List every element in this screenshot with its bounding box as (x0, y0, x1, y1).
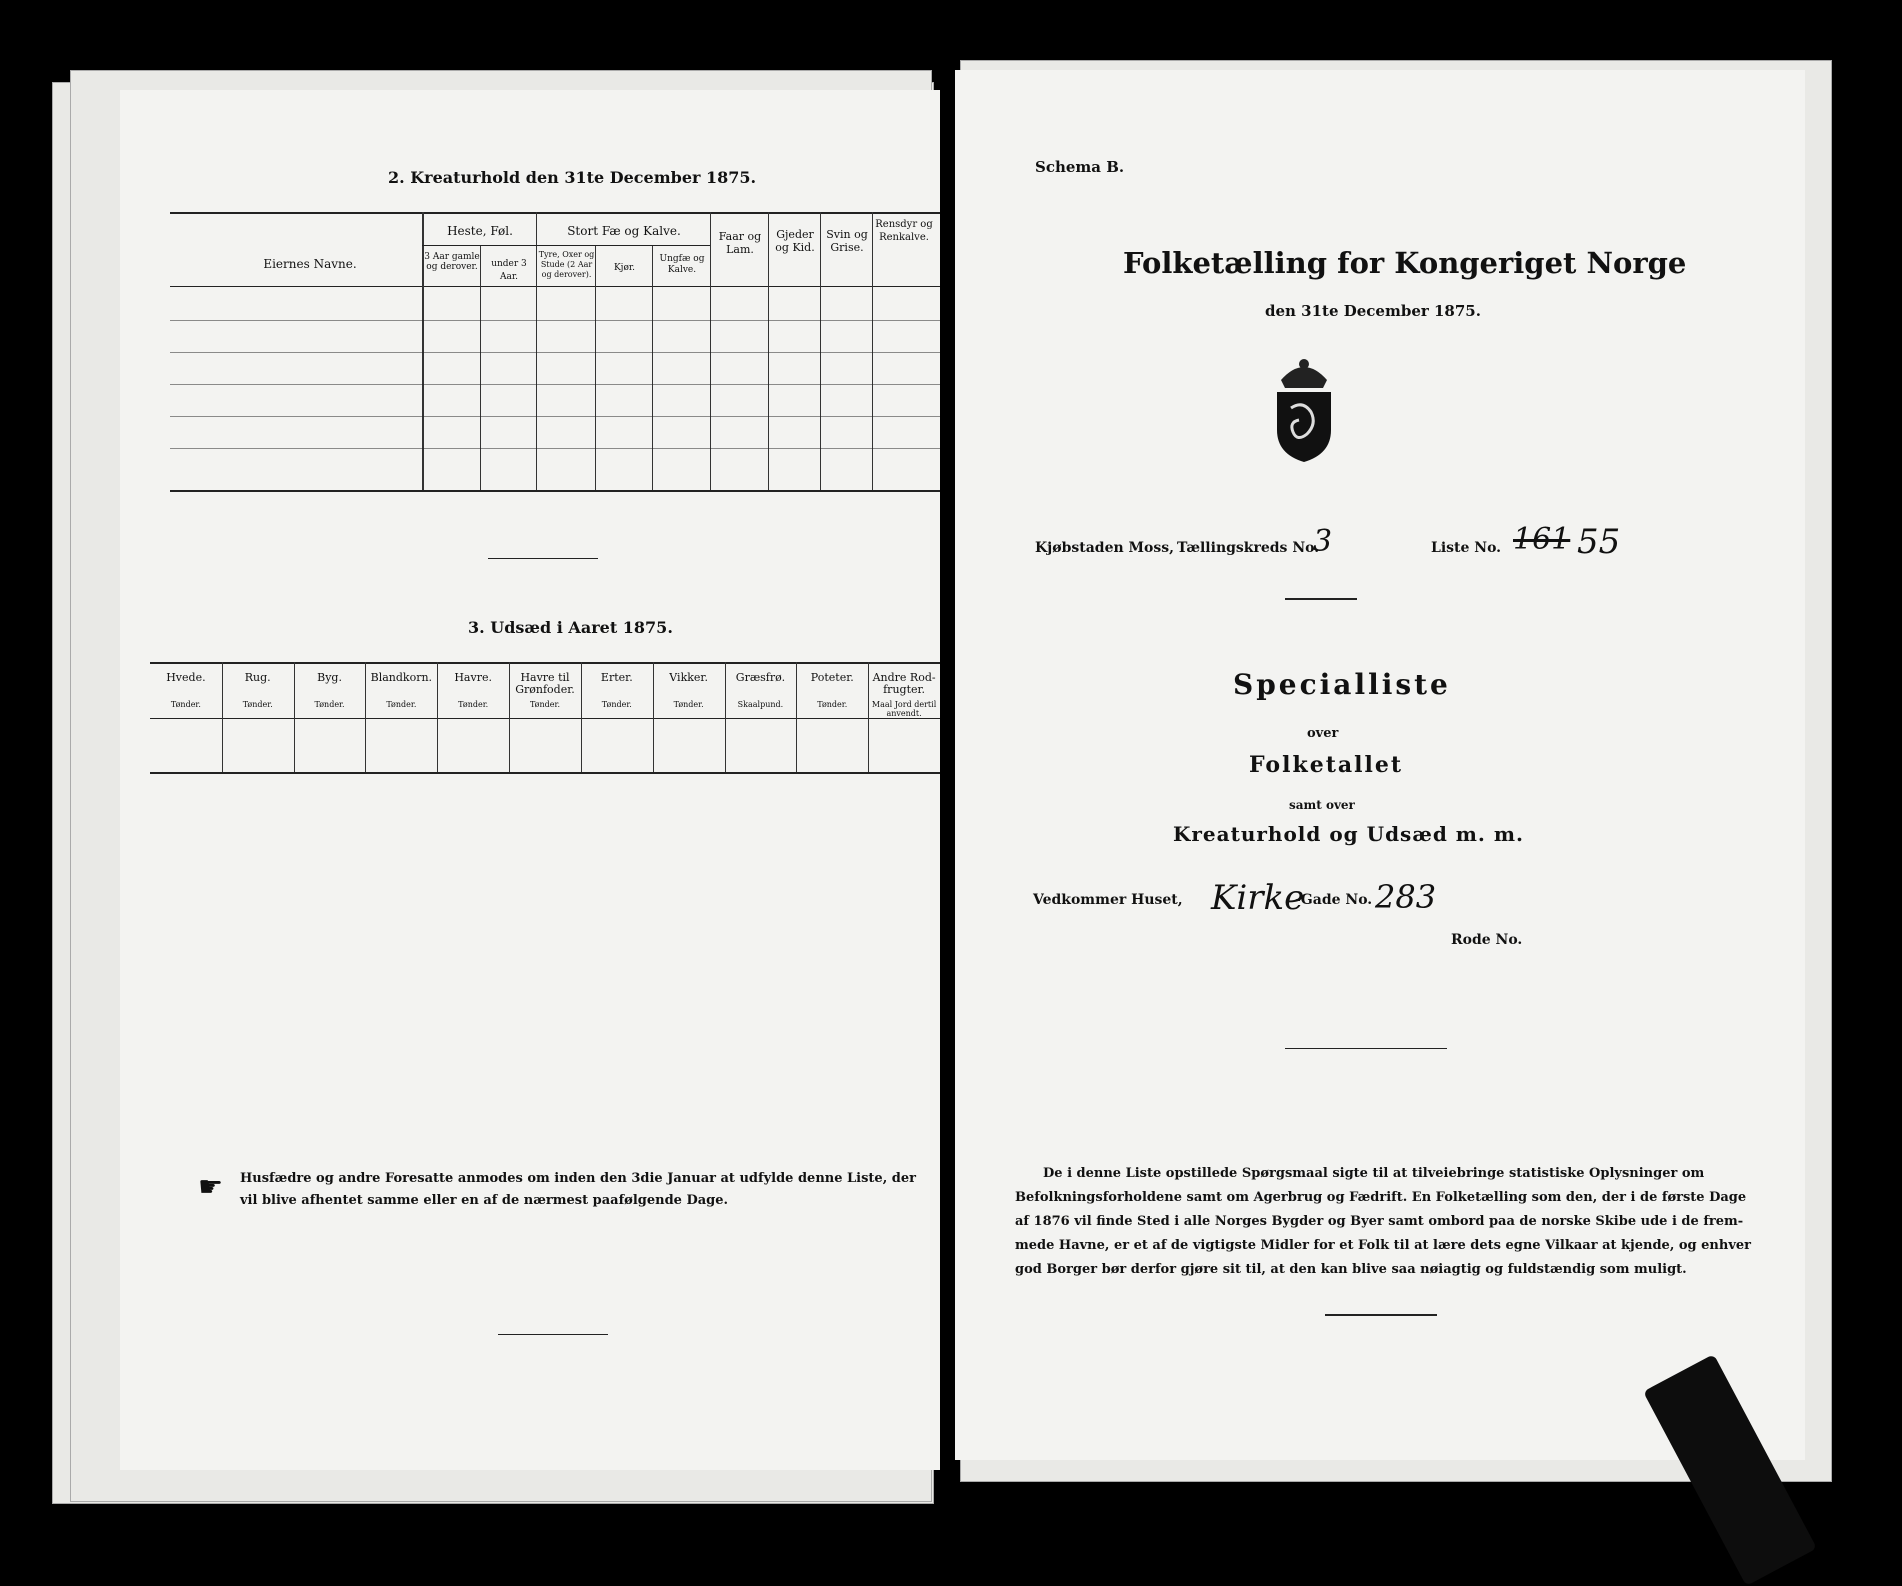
seed-col-header: Poteter. (810, 671, 854, 684)
seed-col-unit: Tønder. (314, 700, 345, 709)
seed-col-header: Vikker. (669, 671, 708, 684)
divider-3 (1285, 598, 1357, 600)
norway-coat-of-arms-icon (1263, 350, 1345, 466)
owner-header: Eiernes Navne. (263, 257, 357, 271)
gade-value: 283 (1375, 878, 1437, 916)
stort-header: Stort Fæ og Kalve. (567, 224, 681, 238)
seed-col-unit: Skaalpund. (737, 700, 784, 709)
notice-text: Husfædre og andre Foresatte anmodes om inden den 3die Januar at udfylde denne Liste, der vil blive afhentet samme eller en af de nærmest paafølgende Dage. (240, 1171, 916, 1208)
liste-struck: 161 (1513, 522, 1571, 557)
liste-value: 55 (1577, 522, 1621, 562)
left-page (120, 90, 940, 1470)
seed-col-header: Erter. (600, 671, 633, 684)
seed-table-divider (222, 662, 223, 772)
seed-col-header: Havre. (454, 671, 492, 684)
rensdyr-header: Rensdyr og Renkalve. (875, 219, 933, 243)
samt-over: samt over (1289, 798, 1355, 812)
stort-sub-3: Ungfæ og Kalve. (659, 254, 705, 275)
seed-col-header: Byg. (317, 671, 342, 684)
liste-label: Liste No. (1431, 540, 1502, 556)
stort-sub-1: Tyre, Oxer og Stude (2 Aar og derover). (538, 250, 595, 279)
kreds-value: 3 (1313, 524, 1333, 559)
heste-header: Heste, Føl. (447, 224, 513, 238)
seed-col-unit: Tønder. (386, 700, 417, 709)
seed-col-unit: Maal Jord dertil anvendt. (871, 700, 937, 718)
right-page (955, 70, 1805, 1460)
stort-sub-2: Kjør. (613, 263, 636, 273)
divider-1 (488, 558, 598, 559)
folketallet: Folketallet (1249, 752, 1403, 778)
seed-table-divider (653, 662, 654, 772)
seed-col-unit: Tønder. (529, 700, 560, 709)
kreaturhold-title: Kreaturhold og Udsæd m. m. (1173, 822, 1524, 846)
gjeder-header: Gjeder og Kid. (775, 228, 815, 254)
census-date: den 31te December 1875. (1265, 302, 1481, 320)
seed-table-divider (868, 662, 869, 772)
seed-col-header: Havre til Grønfoder. (515, 671, 575, 696)
street-value: Kirke (1211, 878, 1305, 918)
divider-5 (1325, 1314, 1437, 1316)
main-title: Folketælling for Kongeriget Norge (1123, 246, 1687, 280)
section2-title: 2. Kreaturhold den 31te December 1875. (388, 168, 757, 187)
seed-col-unit: Tønder. (601, 700, 632, 709)
paragraph-line: af 1876 vil finde Sted i alle Norges Bygder og Byer samt ombord paa de norske Skibe ude i de frem- (1015, 1214, 1744, 1229)
schema-label: Schema B. (1035, 158, 1125, 176)
seed-table-divider (294, 662, 295, 772)
paragraph-line: god Borger bør derfor gjøre sit til, at den kan blive saa nøiagtig og fuldstændig som muligt. (1015, 1262, 1687, 1277)
paragraph-line: De i denne Liste opstillede Spørgsmaal sigte til at tilveiebringe statistiske Oplysninger om (1043, 1166, 1705, 1181)
vedkommer-label: Vedkommer Huset, (1033, 892, 1183, 908)
seed-col-unit: Tønder. (242, 700, 273, 709)
paragraph-line: mede Havne, er et af de vigtigste Midler for et Folk til at lære dets egne Vilkaar at kjende, og enhver (1015, 1238, 1752, 1253)
gade-label: -Gade No. (1295, 892, 1373, 908)
kjobstad-label: Kjøbstaden Moss, (1035, 540, 1175, 556)
seed-col-header: Hvede. (166, 671, 206, 684)
seed-col-header: Andre Rod-frugter. (872, 671, 936, 696)
seed-col-unit: Tønder. (673, 700, 704, 709)
seed-table-divider (365, 662, 366, 772)
section3-title: 3. Udsæd i Aaret 1875. (468, 618, 673, 637)
seed-col-unit: Tønder. (817, 700, 848, 709)
kreds-label: Tællingskreds No. (1177, 540, 1320, 556)
faar-header: Faar og Lam. (718, 230, 762, 256)
heste-sub-1: 3 Aar gamle og derover. (424, 252, 480, 272)
seed-col-unit: Tønder. (170, 700, 201, 709)
specialliste-title: Specialliste (1233, 668, 1451, 701)
seed-table-divider (581, 662, 582, 772)
seed-col-header: Rug. (244, 671, 271, 684)
heste-sub-2: under 3 Aar. (491, 259, 527, 282)
info-paragraph (1015, 1162, 1775, 1282)
seed-table-divider (796, 662, 797, 772)
svin-header: Svin og Grise. (826, 228, 868, 254)
over-1: over (1307, 726, 1339, 741)
seed-col-header: Græsfrø. (735, 671, 786, 684)
divider-4 (1285, 1048, 1447, 1049)
seed-table-divider (509, 662, 510, 772)
seed-col-unit: Tønder. (458, 700, 489, 709)
seed-table-divider (437, 662, 438, 772)
paragraph-line: Befolkningsforholdene samt om Agerbrug og Fædrift. En Folketælling som den, der i de første Dage (1015, 1190, 1747, 1205)
seed-col-header: Blandkorn. (370, 671, 433, 684)
rode-label: Rode No. (1451, 932, 1523, 948)
pointing-hand-icon: ☛ (198, 1170, 224, 1203)
divider-2 (498, 1334, 608, 1335)
seed-table-divider (725, 662, 726, 772)
